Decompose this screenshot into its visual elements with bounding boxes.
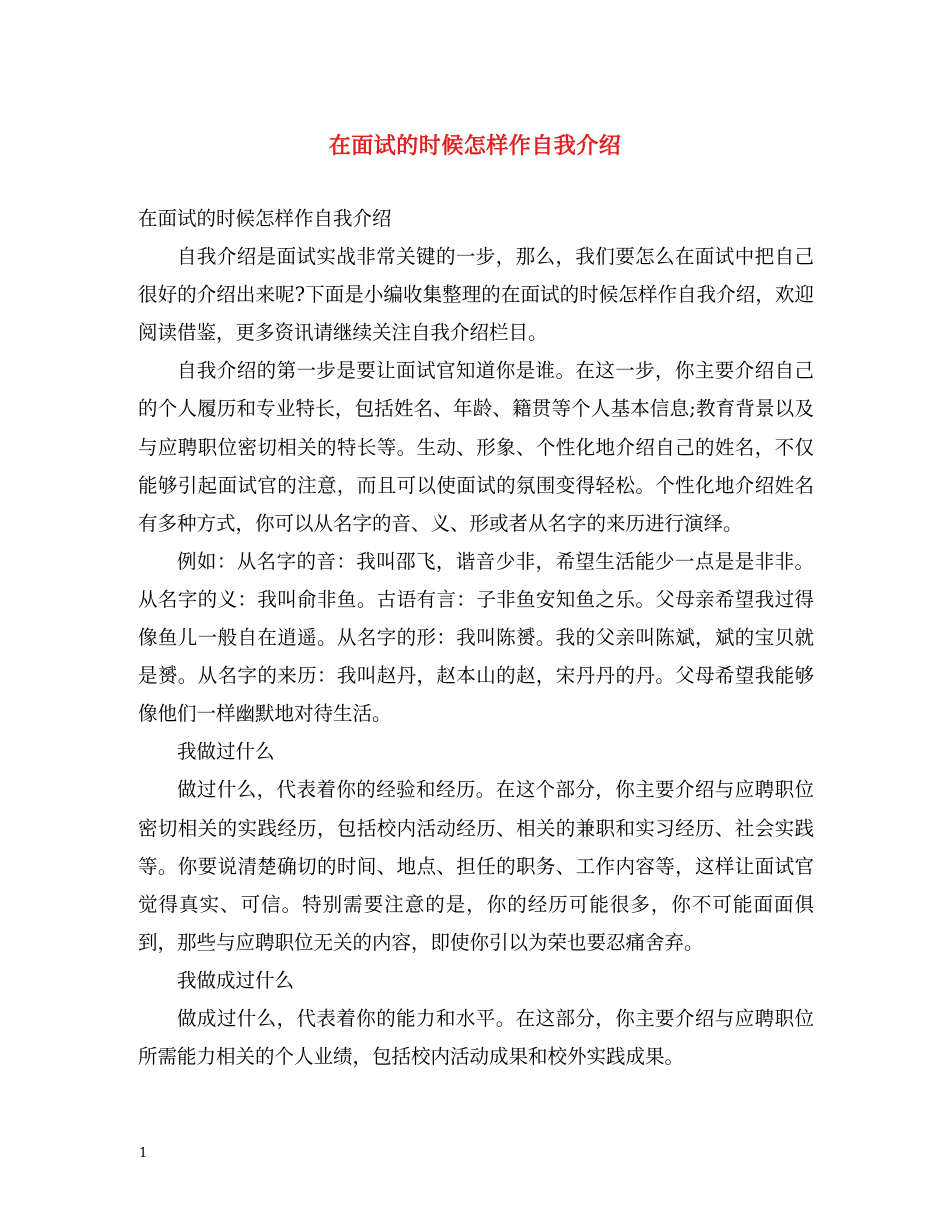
intro-paragraph: 自我介绍是面试实战非常关键的一步，那么，我们要怎么在面试中把自己很好的介绍出来呢?下面是小编收集整理的在面试的时候怎样作自我介绍，欢迎阅读借鉴，更多资讯请继续关注自我介绍栏目。 xyxy=(138,245,814,345)
document-body xyxy=(138,200,814,1076)
page-number: 1 xyxy=(139,1146,148,1161)
body-heading: 在面试的时候怎样作自我介绍 xyxy=(138,207,392,230)
first-step-paragraph: 自我介绍的第一步是要让面试官知道你是谁。在这一步，你主要介绍自己的个人履历和专业特长，包括姓名、年龄、籍贯等个人基本信息;教育背景以及与应聘职位密切相关的特长等。生动、形象、个性化地介绍自己的姓名，不仅能够引起面试官的注意，而且可以使面试的氛围变得轻松。个性化地介绍姓名有多种方式，你可以从名字的音、义、形或者从名字的来历进行演绎。 xyxy=(138,359,814,535)
experience-paragraph: 做过什么，代表着你的经验和经历。在这个部分，你主要介绍与应聘职位密切相关的实践经历，包括校内活动经历、相关的兼职和实习经历、社会实践等。你要说清楚确切的时间、地点、担任的职务、工作内容等，这样让面试官觉得真实、可信。特别需要注意的是，你的经历可能很多，你不可能面面俱到，那些与应聘职位无关的内容，即使你引以为荣也要忍痛舍弃。 xyxy=(138,778,814,954)
section-heading-what-i-achieved: 我做成过什么 xyxy=(177,968,295,992)
name-examples-paragraph: 例如：从名字的音：我叫邵飞，谐音少非，希望生活能少一点是是非非。从名字的义：我叫俞非鱼。古语有言：子非鱼安知鱼之乐。父母亲希望我过得像鱼儿一般自在逍遥。从名字的形：我叫陈赟。我的父亲叫陈斌，斌的宝贝就是赟。从名字的来历：我叫赵丹，赵本山的赵，宋丹丹的丹。父母希望我能够像他们一样幽默地对待生活。 xyxy=(138,549,814,726)
achievements-paragraph: 做成过什么，代表着你的能力和水平。在这部分，你主要介绍与应聘职位所需能力相关的个人业绩，包括校内活动成果和校外实践成果。 xyxy=(138,1006,814,1069)
section-heading-what-i-did: 我做过什么 xyxy=(177,740,275,764)
document-title: 在面试的时候怎样作自我介绍 xyxy=(328,133,622,159)
